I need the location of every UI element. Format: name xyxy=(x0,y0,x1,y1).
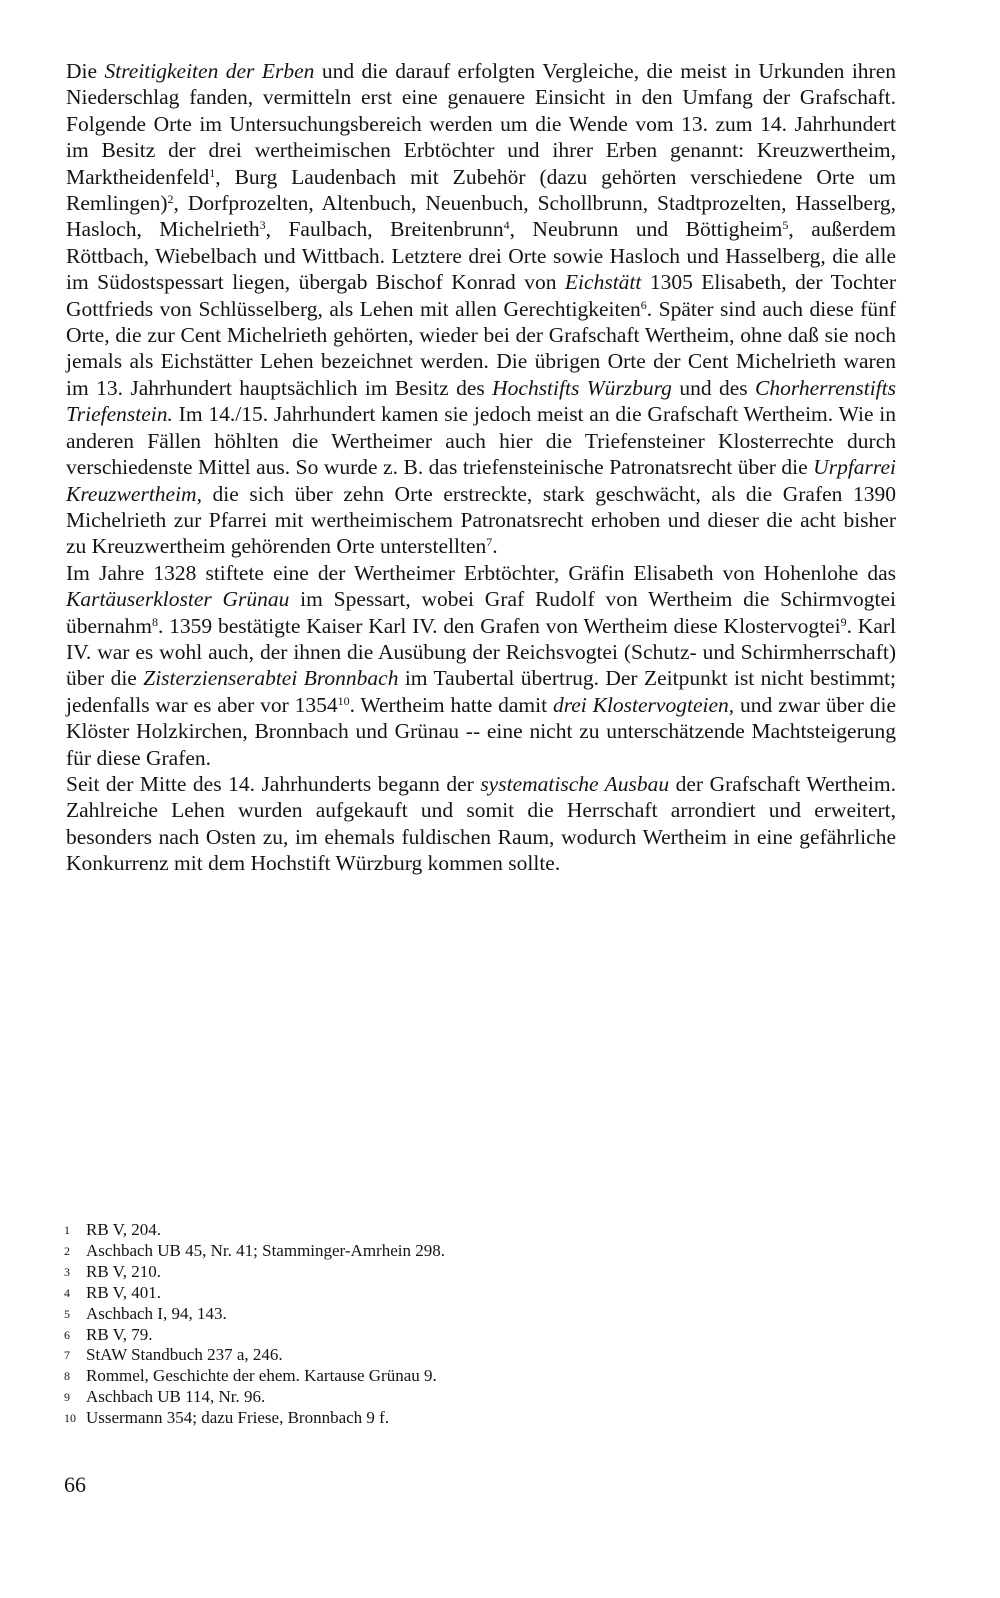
text-run: , Neubrunn und Böttigheim xyxy=(509,217,783,242)
footnote-text: RB V, 79. xyxy=(86,1324,153,1344)
footnote-number: 6 xyxy=(64,1327,70,1342)
paragraph xyxy=(66,560,896,771)
footnote-text: Rommel, Geschichte der ehem. Kartause Grünau 9. xyxy=(86,1366,437,1386)
text-run: im Taubertal übertrug. Der Zeitpunkt ist nicht bestimmt; jedenfalls war es aber vor 1354 xyxy=(66,666,897,717)
footnote-marker: 6 xyxy=(640,297,647,312)
footnotes xyxy=(64,1220,764,1429)
footnote xyxy=(64,1345,764,1366)
footnote-text: RB V, 204. xyxy=(86,1220,161,1239)
emphasized-term: Streitigkeiten der Erben xyxy=(104,59,315,83)
footnote-marker: 1 xyxy=(209,165,216,180)
text-run: Seit der Mitte des 14. Jahrhunderts begann der xyxy=(66,771,481,796)
footnote-number: 3 xyxy=(64,1264,70,1279)
emphasized-term: Eichstätt xyxy=(564,270,642,295)
footnote-marker: 7 xyxy=(486,535,493,550)
footnote-marker: 4 xyxy=(503,218,510,233)
text-run: . 1359 bestätigte Kaiser Karl IV. den Grafen von Wertheim diese Klostervogtei xyxy=(157,613,841,638)
text-run: die sich über zehn Orte erstreckte, stark geschwächt, als die Grafen 1390 Michelrieth zur Pfarrei mit wertheimischem Patronatsrecht erhoben und dieser die acht bisher zu Kreuzwertheim gehörenden Orte unterstellten xyxy=(66,481,896,559)
emphasized-term: Kartäuserkloster Grünau xyxy=(66,587,290,612)
footnote xyxy=(64,1241,764,1262)
footnote-text: Aschbach UB 114, Nr. 96. xyxy=(86,1387,266,1407)
text-run: . xyxy=(492,534,498,559)
text-run: , Faulbach, Breitenbrunn xyxy=(265,217,504,242)
emphasized-term: Zisterzienserabtei Bronnbach xyxy=(143,666,399,691)
footnote xyxy=(64,1387,764,1408)
paragraph xyxy=(66,771,896,877)
text-run: Im Jahre 1328 stiftete eine der Wertheimer Erbtöchter, Gräfin Elisabeth von Hohenlohe das xyxy=(66,560,896,585)
footnote-marker: 9 xyxy=(840,614,847,629)
footnote xyxy=(64,1408,764,1429)
footnote xyxy=(64,1283,764,1304)
footnote-number: 1 xyxy=(64,1223,70,1237)
text-run: der Grafschaft Wertheim. Zahlreiche Lehen wurden aufgekauft und somit die Herrschaft arrondiert und erweitert, besonders nach Osten zu, im ehemals fuldischen Raum, wodurch Wertheim in eine gefährliche Konkurrenz mit dem Hochstift Würzburg kommen sollte. xyxy=(66,771,896,876)
emphasized-term: Hochstifts Würzburg xyxy=(492,375,672,400)
emphasized-term: Urpfarrei Kreuzwertheim, xyxy=(66,455,896,506)
footnote-marker: 5 xyxy=(782,218,789,233)
footnote-marker: 10 xyxy=(337,693,350,708)
footnote-text: Aschbach UB 45, Nr. 41; Stamminger-Amrhein 298. xyxy=(86,1240,445,1260)
footnote xyxy=(64,1366,764,1387)
text-run: Im 14./15. Jahrhundert kamen sie jedoch meist an die Grafschaft Wertheim. Wie in anderen Fällen höhlten die Wertheimer auch hier die Triefensteiner Klosterrechte durch verschiedenste Mittel aus. So wurde z. B. das triefensteinische Patronatsrecht über die xyxy=(66,402,896,480)
text-run: . Später sind auch diese fünf Orte, die zur Cent Michelrieth gehörten, wieder bei der Grafschaft Wertheim, ohne daß sie noch jemals als Eichstätter Lehen bezeichnet werden. Die übrigen Orte der Cent Michelrieth waren im 13. Jahrhundert hauptsächlich im Besitz des xyxy=(66,296,896,400)
text-run: und zwar über die Klöster Holzkirchen, Bronnbach und Grünau -- eine nicht zu unterschätzende Machtsteigerung für diese Grafen. xyxy=(66,692,897,770)
text-run: 1305 Elisabeth, der Tochter Gottfrieds von Schlüsselberg, als Lehen mit allen Gerechtigkeiten xyxy=(66,270,896,321)
text-run: . Wertheim hatte damit xyxy=(349,692,553,717)
text-run: im Spessart, wobei Graf Rudolf von Wertheim die Schirmvogtei übernahm xyxy=(66,587,896,638)
footnote xyxy=(64,1220,764,1241)
footnote-text: RB V, 210. xyxy=(86,1261,161,1281)
footnote-number: 10 xyxy=(64,1411,76,1426)
emphasized-term: drei Klostervogteien, xyxy=(552,692,735,717)
footnote-number: 5 xyxy=(64,1306,70,1321)
body-text xyxy=(66,58,896,877)
text-run: und des xyxy=(671,375,756,400)
footnote xyxy=(64,1304,764,1325)
footnote-marker: 2 xyxy=(167,192,174,207)
page-number: 66 xyxy=(64,1472,86,1497)
emphasized-term: Chorherrenstifts Triefenstein. xyxy=(66,375,896,427)
text-run: , außerdem Röttbach, Wiebelbach und Wittbach. Letztere drei Orte sowie Hasloch und Hasselberg, die alle im Südostspessart liegen, übergab Bischof Konrad von xyxy=(66,217,896,295)
emphasized-term: systematische Ausbau xyxy=(480,771,670,796)
paragraph xyxy=(66,58,896,560)
footnote xyxy=(64,1325,764,1346)
footnote-marker: 8 xyxy=(151,614,158,629)
footnote-number: 8 xyxy=(64,1369,70,1384)
footnote-text: Ussermann 354; dazu Friese, Bronnbach 9 f. xyxy=(86,1408,390,1428)
text-run: und die darauf erfolgten Vergleiche, die meist in Urkunden ihren Niederschlag fanden, vermitteln erst eine genauere Einsicht in den Umfang der Grafschaft. Folgende Orte im Untersuchungsbereich werden um die Wende vom 13. zum 14. Jahrhundert im Besitz der drei wertheimischen Erbtöchter und ihrer Erben genannt: Kreuzwertheim, Marktheidenfeld xyxy=(66,59,896,189)
text-run: , Burg Laudenbach mit Zubehör (dazu gehörten verschiedene Orte um Remlingen) xyxy=(66,164,896,216)
footnote-number: 9 xyxy=(64,1390,70,1405)
footnote-number: 2 xyxy=(64,1243,70,1258)
text-run: , Dorfprozelten, Altenbuch, Neuenbuch, Schollbrunn, Stadtprozelten, Hasselberg, Hasloch, Michelrieth xyxy=(66,191,896,242)
footnote-text: RB V, 401. xyxy=(86,1282,161,1302)
footnote-text: StAW Standbuch 237 a, 246. xyxy=(86,1345,283,1365)
footnote-number: 4 xyxy=(64,1285,70,1300)
footnote-marker: 3 xyxy=(259,218,266,233)
footnote-text: Aschbach I, 94, 143. xyxy=(86,1303,227,1323)
text-run: Die xyxy=(66,59,105,83)
text-run: . Karl IV. war es wohl auch, der ihnen die Ausübung der Reichsvogtei (Schutz- und Schirmherrschaft) über die xyxy=(66,613,896,691)
footnote-number: 7 xyxy=(64,1348,70,1363)
footnote xyxy=(64,1262,764,1283)
